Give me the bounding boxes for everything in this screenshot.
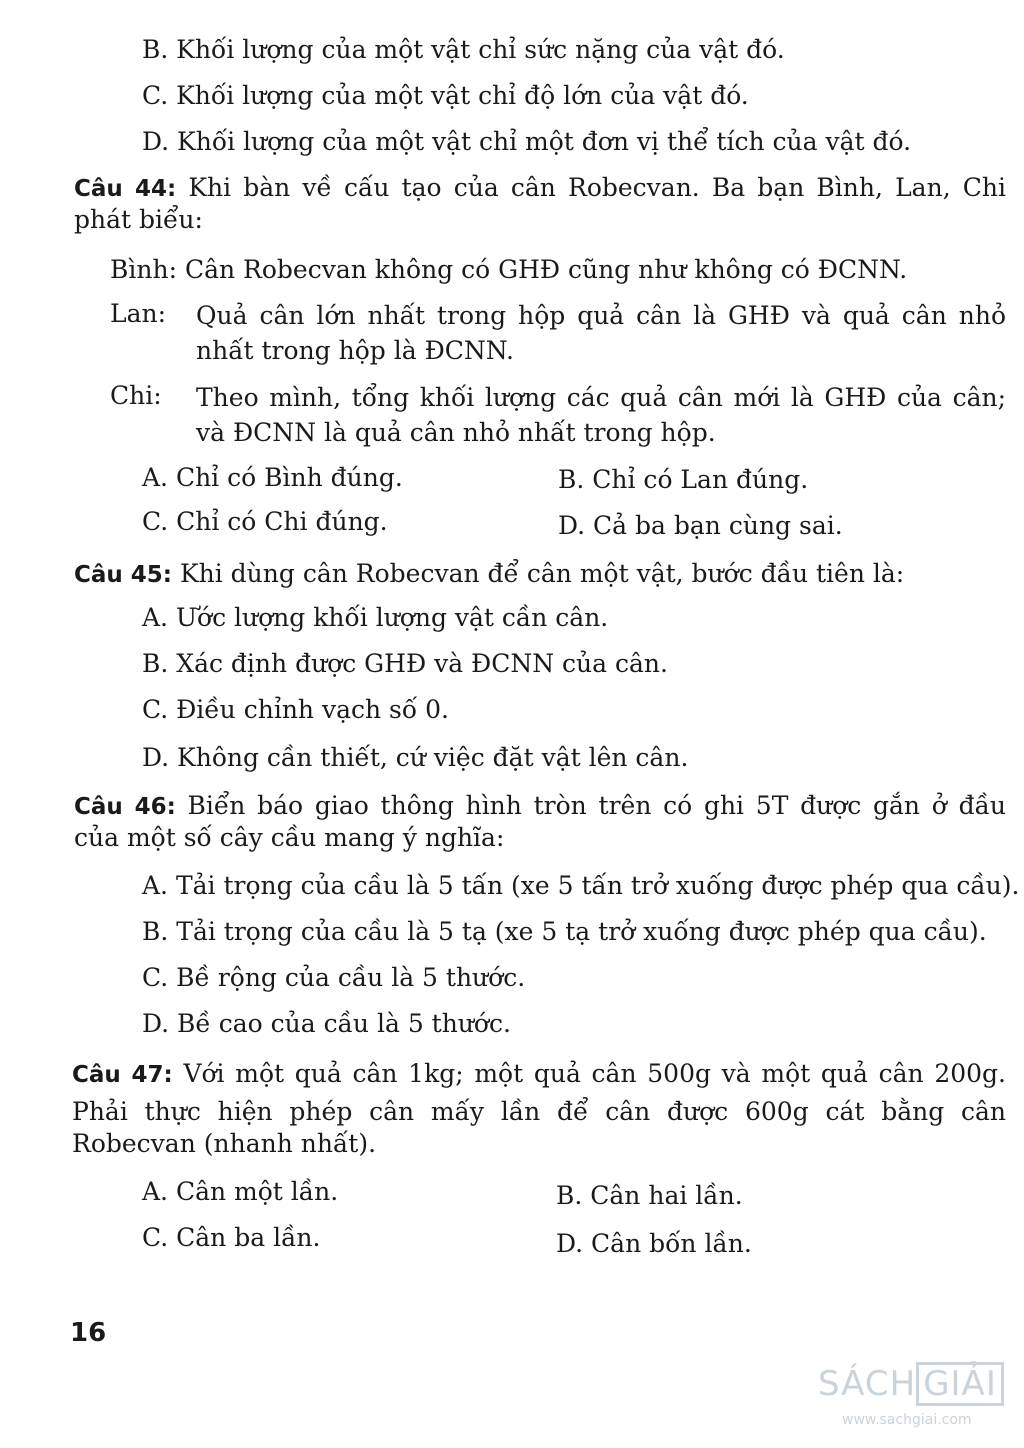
q43-option-b: B. Khối lượng của một vật chỉ sức nặng của vật đó.	[142, 35, 785, 64]
q47-stem-line1	[72, 1058, 1006, 1091]
q47-option-d: D. Cân bốn lần.	[556, 1229, 752, 1258]
q47-text: Với một quả cân 1kg; một quả cân 500g và một quả cân 200g.	[183, 1059, 1006, 1088]
q45-option-c: C. Điều chỉnh vạch số 0.	[142, 695, 449, 724]
q44-text: Khi bàn về cấu tạo của cân Robecvan. Ba bạn Bình, Lan, Chi	[188, 173, 1006, 202]
q44-option-a: A. Chỉ có Bình đúng.	[142, 463, 403, 492]
q46-stem-line1	[74, 790, 1006, 823]
q44-stem-line1	[74, 172, 1006, 205]
q44-chi-line1: Theo mình, tổng khối lượng các quả cân mới là GHĐ của cân;	[196, 383, 1006, 412]
q44-lan-line2: nhất trong hộp là ĐCNN.	[196, 336, 514, 365]
q45-option-d: D. Không cần thiết, cứ việc đặt vật lên cân.	[142, 743, 689, 772]
page-number: 16	[70, 1318, 107, 1348]
watermark-logo	[818, 1362, 1018, 1442]
q47-label: Câu 47:	[72, 1062, 173, 1088]
q47-option-a: A. Cân một lần.	[142, 1177, 339, 1206]
watermark-url: www.sachgiai.com	[842, 1412, 972, 1428]
q44-lan-line1: Quả cân lớn nhất trong hộp quả cân là GHĐ và quả cân nhỏ	[196, 301, 1006, 330]
q45-option-b: B. Xác định được GHĐ và ĐCNN của cân.	[142, 649, 668, 678]
q44-option-d: D. Cả ba bạn cùng sai.	[558, 511, 843, 540]
q46-option-a: A. Tải trọng của cầu là 5 tấn (xe 5 tấn trở xuống được phép qua cầu).	[142, 871, 1020, 900]
q45-text: Khi dùng cân Robecvan để cân một vật, bước đầu tiên là:	[179, 559, 905, 588]
q46-text: Biển báo giao thông hình tròn trên có ghi 5T được gắn ở đầu	[187, 791, 1006, 820]
q47-option-b: B. Cân hai lần.	[556, 1181, 743, 1210]
q46-option-d: D. Bề cao của cầu là 5 thước.	[142, 1009, 511, 1038]
q44-chi-statement	[196, 380, 1006, 450]
q44-binh-statement: Bình: Cân Robecvan không có GHĐ cũng như không có ĐCNN.	[110, 255, 908, 284]
q44-option-c: C. Chỉ có Chi đúng.	[142, 507, 388, 536]
q46-stem-line2: của một số cây cầu mang ý nghĩa:	[74, 823, 505, 852]
q43-option-c: C. Khối lượng của một vật chỉ độ lớn của vật đó.	[142, 81, 749, 110]
q46-label: Câu 46:	[74, 794, 176, 820]
q46-option-b: B. Tải trọng của cầu là 5 tạ (xe 5 tạ trở xuống được phép qua cầu).	[142, 917, 987, 946]
q45-stem	[74, 558, 904, 591]
q47-stem-line3: Robecvan (nhanh nhất).	[72, 1129, 377, 1158]
watermark-logo-left: SÁCH	[818, 1364, 917, 1404]
q47-stem-line2: Phải thực hiện phép cân mấy lần để cân được 600g cát bằng cân	[72, 1097, 1006, 1126]
q44-lan-statement	[196, 298, 1006, 368]
watermark-logo-text	[818, 1362, 1004, 1406]
q45-option-a: A. Ước lượng khối lượng vật cần cân.	[142, 603, 609, 632]
q45-label: Câu 45:	[74, 562, 172, 588]
q44-label: Câu 44:	[74, 176, 177, 202]
q43-option-d: D. Khối lượng của một vật chỉ một đơn vị thể tích của vật đó.	[142, 127, 912, 156]
q46-option-c: C. Bề rộng của cầu là 5 thước.	[142, 963, 526, 992]
watermark-logo-box: GIẢI	[916, 1362, 1004, 1406]
q44-chi-name: Chi:	[110, 381, 162, 410]
q44-option-b: B. Chỉ có Lan đúng.	[558, 465, 809, 494]
q44-stem-line2: phát biểu:	[74, 205, 203, 234]
q44-chi-line2: và ĐCNN là quả cân nhỏ nhất trong hộp.	[196, 418, 716, 447]
q44-lan-name: Lan:	[110, 299, 167, 328]
q47-option-c: C. Cân ba lần.	[142, 1223, 321, 1252]
